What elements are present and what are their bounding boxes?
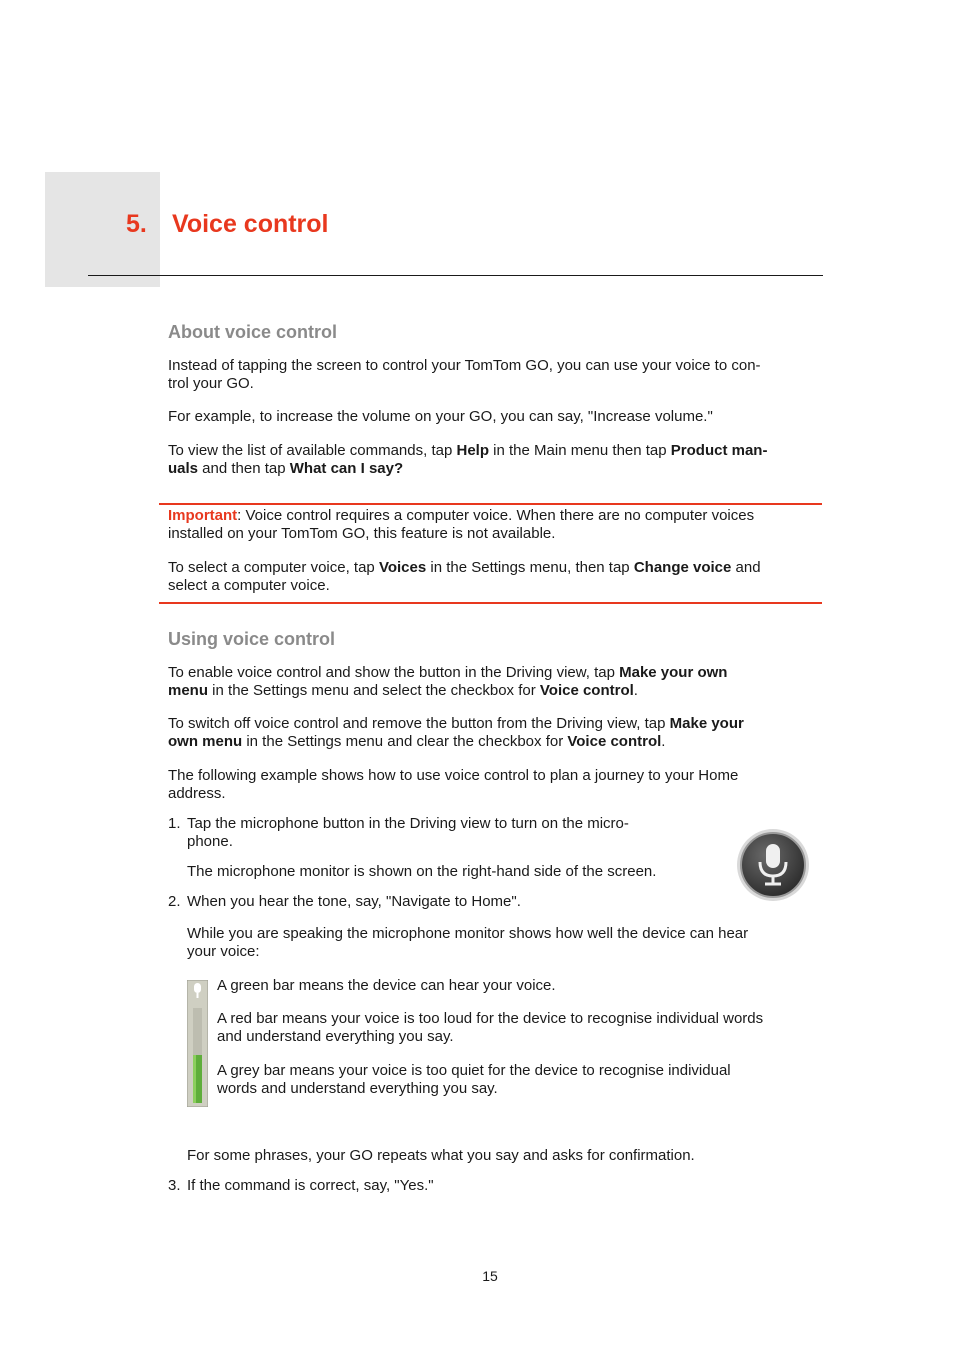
- text-span: To switch off voice control and remove the button from the Driving view, tap: [168, 715, 670, 732]
- important-top-rule: [159, 503, 822, 505]
- important-bottom-rule: [159, 602, 822, 604]
- important-paragraph-1: [168, 507, 754, 542]
- page-title: Voice control: [172, 210, 329, 238]
- bar-green-text: A green bar means the device can hear your voice.: [217, 977, 556, 994]
- using-paragraph-3: [168, 767, 738, 802]
- what-can-i-say-term: What can I say?: [289, 459, 404, 477]
- text-span: in the Settings menu and select the checkbox for: [208, 681, 540, 699]
- text-line: Instead of tapping the screen to control your TomTom GO, you can use your voice to con-: [168, 357, 761, 374]
- bar-grey-text: [217, 1062, 731, 1097]
- text-span: .: [661, 732, 666, 750]
- text-span: To view the list of available commands, tap: [168, 442, 457, 459]
- important-paragraph-2: [168, 559, 761, 594]
- text-span: in the Main menu then tap: [489, 442, 671, 459]
- step-1-note: The microphone monitor is shown on the right-hand side of the screen.: [187, 863, 657, 880]
- step-3-text: If the command is correct, say, "Yes.": [187, 1177, 434, 1194]
- text-line: words and understand everything you say.: [217, 1079, 498, 1097]
- voices-term: Voices: [378, 559, 427, 576]
- text-line: and understand everything you say.: [217, 1027, 454, 1045]
- text-line: The following example shows how to use voice control to plan a journey to your Home: [168, 767, 739, 784]
- change-voice-term: Change voice: [633, 559, 732, 576]
- step-1-number: 1.: [168, 815, 181, 832]
- voice-control-term: Voice control: [567, 732, 662, 750]
- using-paragraph-1: [168, 664, 727, 699]
- text-span: : Voice control requires a computer voice. When there are no computer voices: [237, 507, 755, 524]
- microphone-button-icon: [724, 816, 822, 914]
- section-heading-using: Using voice control: [168, 629, 336, 649]
- chapter-number: 5.: [126, 210, 147, 238]
- text-line: While you are speaking the microphone monitor shows how well the device can hear: [187, 925, 749, 942]
- microphone-monitor-graphic: [187, 980, 208, 1107]
- text-line: Tap the microphone button in the Driving view to turn on the micro-: [187, 815, 629, 832]
- using-paragraph-2: [168, 715, 744, 750]
- text-line: installed on your TomTom GO, this feature is not available.: [168, 524, 556, 542]
- step-3-number: 3.: [168, 1177, 181, 1194]
- text-span: in the Settings menu and clear the checkbox for: [242, 732, 568, 750]
- microphone-button-graphic: [734, 826, 812, 904]
- step-2-number: 2.: [168, 893, 181, 910]
- text-line: phone.: [187, 832, 233, 850]
- make-your-own-menu-term-cont: own menu: [168, 732, 243, 750]
- text-span: in the Settings menu, then tap: [426, 559, 634, 576]
- bar-red-text: [217, 1010, 763, 1045]
- microphone-monitor-icon: [187, 980, 208, 1107]
- step-2-text: When you hear the tone, say, "Navigate to Home".: [187, 893, 521, 910]
- confirm-note: For some phrases, your GO repeats what you say and asks for confirmation.: [187, 1147, 695, 1164]
- title-divider: [88, 275, 823, 276]
- section-heading-about: About voice control: [168, 322, 338, 342]
- make-your-own-menu-term-cont: menu: [168, 681, 209, 699]
- text-line: trol your GO.: [168, 374, 254, 392]
- important-label: Important: [168, 507, 238, 524]
- help-term: Help: [456, 442, 489, 459]
- make-your-own-menu-term: Make your: [669, 715, 744, 732]
- text-line: your voice:: [187, 942, 260, 960]
- text-line: A red bar means your voice is too loud for the device to recognise individual words: [217, 1010, 764, 1027]
- text-span: To enable voice control and show the button in the Driving view, tap: [168, 664, 620, 681]
- product-manuals-term: Product man-: [670, 442, 768, 459]
- page-number: 15: [482, 1268, 498, 1284]
- step-2-note: [187, 925, 748, 960]
- text-span: and then tap: [198, 459, 290, 477]
- text-line: address.: [168, 784, 226, 802]
- text-span: and: [731, 559, 761, 576]
- about-paragraph-3: [168, 442, 767, 477]
- step-1-text: [187, 815, 629, 850]
- make-your-own-menu-term: Make your own: [619, 664, 728, 681]
- about-paragraph-1: [168, 357, 761, 392]
- text-span: .: [633, 681, 638, 699]
- text-line: select a computer voice.: [168, 576, 330, 594]
- product-manuals-term-cont: uals: [168, 459, 199, 477]
- text-span: To select a computer voice, tap: [168, 559, 379, 576]
- about-paragraph-2: For example, to increase the volume on your GO, you can say, "Increase volume.": [168, 408, 713, 425]
- text-line: A grey bar means your voice is too quiet for the device to recognise individual: [217, 1062, 731, 1079]
- voice-control-term: Voice control: [539, 681, 634, 699]
